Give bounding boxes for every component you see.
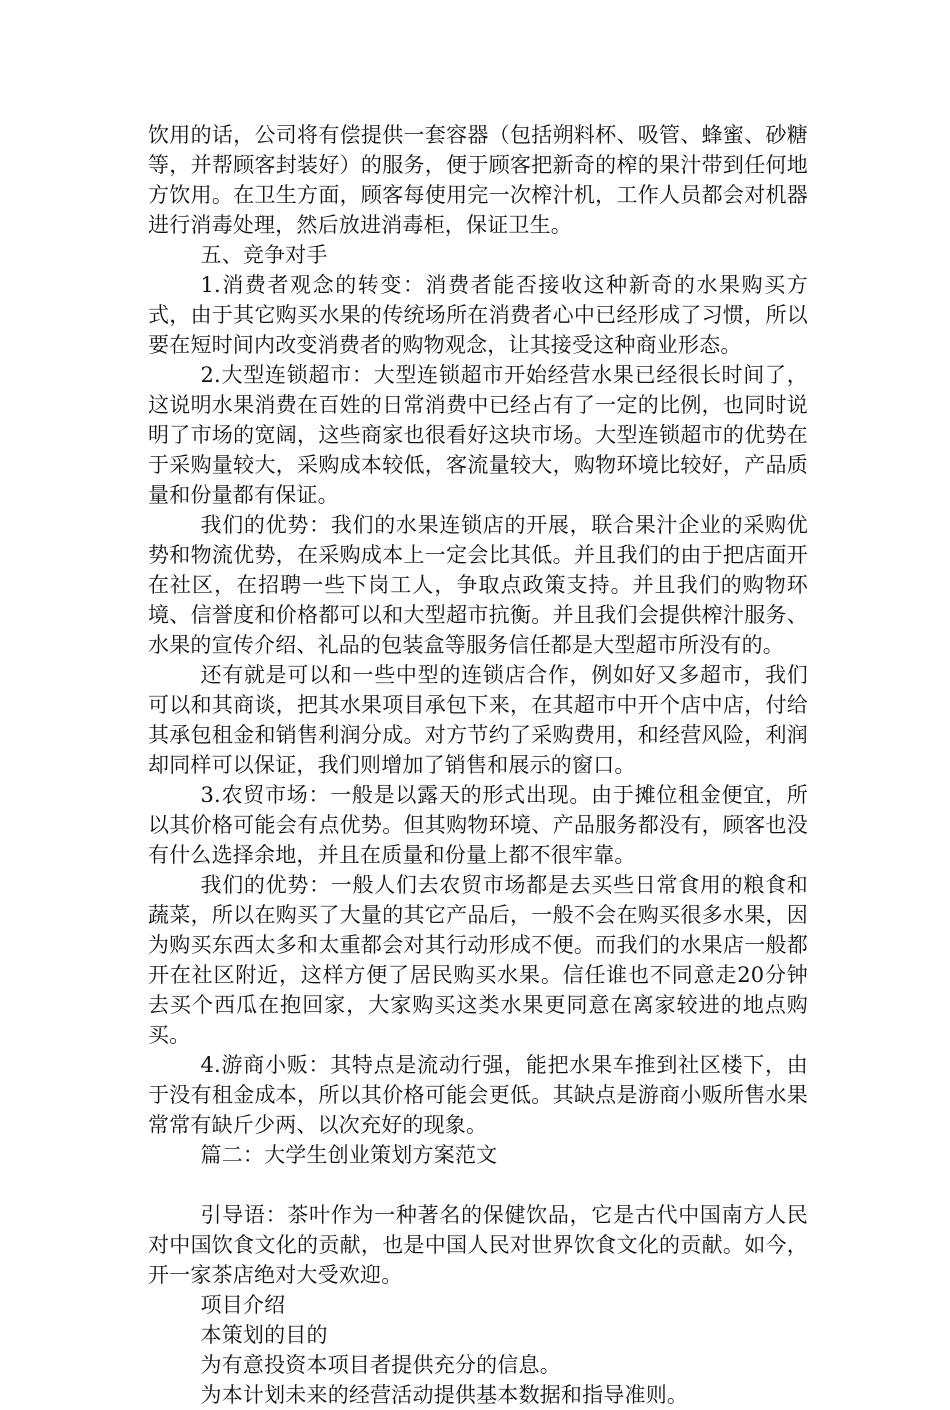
paragraph-introduction: 引导语：茶叶作为一种著名的保健饮品，它是古代中国南方人民对中国饮食文化的贡献，也是中国人民对世界饮食文化的贡献。如今，开一家茶店绝对大受欢迎。 [148,1203,808,1287]
paragraph-street-vendors: 4.游商小贩：其特点是流动行强，能把水果车推到社区楼下，由于没有租金成本，所以其价格可能会更低。其缺点是游商小贩所售水果常常有缺斤少两、以次充好的现象。 [148,1053,808,1137]
section-heading-part-two: 篇二：大学生创业策划方案范文 [200,1143,498,1167]
heading-plan-purpose: 本策划的目的 [200,1323,328,1347]
heading-project-intro: 项目介绍 [200,1293,286,1317]
paragraph-supermarket: 2.大型连锁超市：大型连锁超市开始经营水果已经很长时间了，这说明水果消费在百姓的日常消费中已经占有了一定的比例，也同时说明了市场的宽阔，这些商家也很看好这块市场。大型连锁超市的优势在于采购量较大，采购成本较低，客流量较大，购物环境比较好，产品质量和份量都有保证。 [148,363,808,507]
paragraph-purpose-2: 为本计划未来的经营活动提供基本数据和指导准则。 [200,1383,689,1407]
document-body [148,120,808,1410]
paragraph-purpose-1: 为有意投资本项目者提供充分的信息。 [200,1353,561,1377]
paragraph-cooperation: 还有就是可以和一些中型的连锁店合作，例如好又多超市，我们可以和其商谈，把其水果项目承包下来，在其超市中开个店中店，付给其承包租金和销售利润分成。对方节约了采购费用，和经营风险，利润却同样可以保证，我们则增加了销售和展示的窗口。 [148,663,808,777]
paragraph-farmers-market: 3.农贸市场：一般是以露天的形式出现。由于摊位租金便宜，所以其价格可能会有点优势。但其购物环境、产品服务都没有，顾客也没有什么选择余地，并且在质量和份量上都不很牢靠。 [148,783,808,867]
paragraph-our-advantage-2: 我们的优势：一般人们去农贸市场都是去买些日常食用的粮食和蔬菜，所以在购买了大量的其它产品后，一般不会在购买很多水果，因为购买东西太多和太重都会对其行动形成不便。而我们的水果店一般都开在社区附近，这样方便了居民购买水果。信任谁也不同意走20分钟去买个西瓜在抱回家，大家购买这类水果更同意在离家较进的地点购买。 [148,873,808,1047]
blank-line [148,1170,808,1200]
paragraph-consumer-concept: 1.消费者观念的转变：消费者能否接收这种新奇的水果购买方式，由于其它购买水果的传统场所在消费者心中已经形成了习惯，所以要在短时间内改变消费者的购物观念，让其接受这种商业形态。 [148,273,808,357]
section-heading-competitors: 五、竞争对手 [200,243,328,267]
paragraph-our-advantage-1: 我们的优势：我们的水果连锁店的开展，联合果汁企业的采购优势和物流优势，在采购成本上一定会比其低。并且我们的由于把店面开在社区，在招聘一些下岗工人，争取点政策支持。并且我们的购物环境、信誉度和价格都可以和大型超市抗衡。并且我们会提供榨汁服务、水果的宣传介绍、礼品的包装盒等服务信任都是大型超市所没有的。 [148,513,808,657]
paragraph-juice-service: 饮用的话，公司将有偿提供一套容器（包括朔料杯、吸管、蜂蜜、砂糖等，并帮顾客封装好）的服务，便于顾客把新奇的榨的果汁带到任何地方饮用。在卫生方面，顾客每使用完一次榨汁机，工作人员都会对机器进行消毒处理，然后放进消毒柜，保证卫生。 [148,123,808,237]
